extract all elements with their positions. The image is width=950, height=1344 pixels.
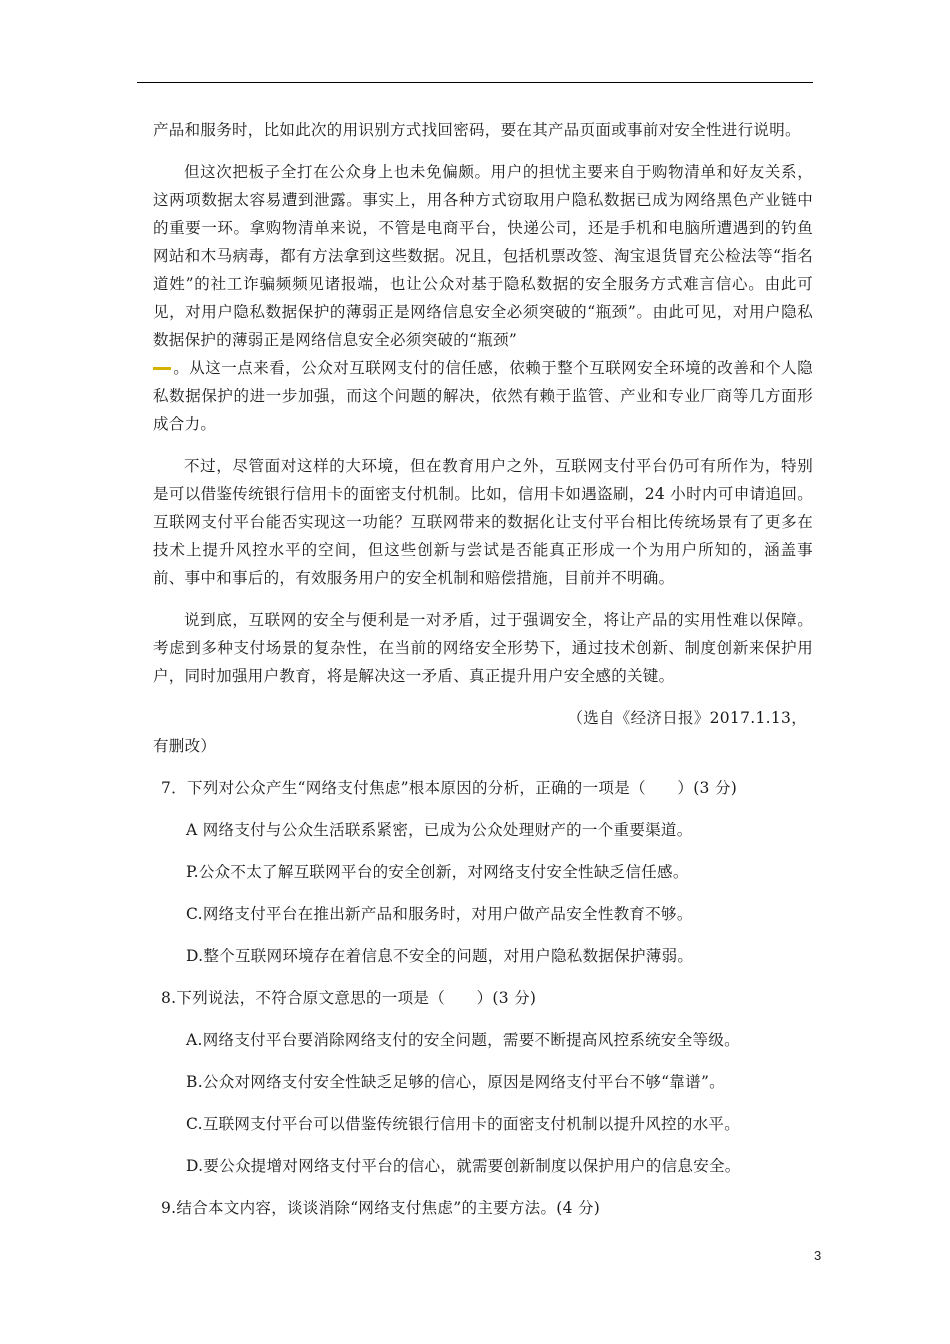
header-rule	[137, 82, 813, 83]
passage-paragraph-3: 不过，尽管面对这样的大环境，但在教育用户之外，互联网支付平台仍可有所作为，特别是可以借鉴传统银行信用卡的面密支付机制。比如，信用卡如遇盗刷，24 小时内可申请追回。互联网支付平台能否实现这一功能？互联网带来的数据化让支付平台相比传统场景有了更多在技术上提升风控水平的空间，但这些创新与尝试是否能真正形成一个为用户所知的，涵盖事前、事中和事后的，有效服务用户的安全机制和赔偿措施，目前并不明确。	[153, 457, 813, 587]
question-7-option-d: D.整个互联网环境存在着信息不安全的问题，对用户隐私数据保护薄弱。	[186, 947, 694, 965]
source-citation: （选自《经济日报》2017.1.13，	[567, 709, 807, 727]
highlight-mark	[153, 367, 171, 370]
question-8-option-a: A.网络支付平台要消除网络支付的安全问题，需要不断提高风控系统安全等级。	[186, 1031, 740, 1049]
question-8-option-c: C.互联网支付平台可以借鉴传统银行信用卡的面密支付机制以提升风控的水平。	[186, 1115, 741, 1133]
passage-paragraph-2-part-1: 但这次把板子全打在公众身上也未免偏颇。用户的担忧主要来自于购物清单和好友关系，这两项数据太容易遭到泄露。事实上，用各种方式窃取用户隐私数据已成为网络黑色产业链中的重要一环。拿购物清单来说，不管是电商平台，快递公司，还是手机和电脑所遭遇到的钓鱼网站和木马病毒，都有方法拿到这些数据。况且，包括机票改签、淘宝退货冒充公检法等“指名道姓”的社工诈骗频频见诸报端，也让公众对基于隐私数据的安全服务方式难言信心。由此可见，对用户隐私数据保护的薄弱正是网络信息安全必须突破的“瓶颈”。由此可见，对用户隐私数据保护的薄弱正是网络信息安全必须突破的“瓶颈”	[153, 163, 813, 349]
page-number: 3	[814, 1248, 822, 1263]
passage-paragraph-2-part-2: 。从这一点来看，公众对互联网支付的信任感，依赖于整个互联网安全环境的改善和个人隐私数据保护的进一步加强，而这个问题的解决，依然有赖于监管、产业和专业厂商等几方面形成合力。	[153, 359, 813, 433]
document-body	[153, 116, 813, 1236]
question-8: 8.下列说法，不符合原文意思的一项是（ ）(3 分)	[161, 989, 537, 1007]
question-7: 7．下列对公众产生“网络支付焦虑”根本原因的分析，正确的一项是（ ）(3 分)	[161, 779, 738, 797]
question-8-option-d: D.要公众提增对网络支付平台的信心，就需要创新制度以保护用户的信息安全。	[186, 1157, 741, 1175]
question-7-option-a: A 网络支付与公众生活联系紧密，已成为公众处理财产的一个重要渠道。	[186, 821, 693, 839]
passage-paragraph-1: 产品和服务时，比如此次的用识别方式找回密码，要在其产品页面或事前对安全性进行说明。	[153, 121, 801, 139]
question-7-option-c: C.网络支付平台在推出新产品和服务时，对用户做产品安全性教育不够。	[186, 905, 693, 923]
passage-paragraph-2	[153, 158, 813, 438]
source-citation-tail: 有删改）	[153, 737, 217, 755]
question-9: 9.结合本文内容，谈谈消除“网络支付焦虑”的主要方法。(4 分)	[161, 1199, 601, 1217]
passage-paragraph-4: 说到底，互联网的安全与便利是一对矛盾，过于强调安全，将让产品的实用性难以保障。考虑到多种支付场景的复杂性，在当前的网络安全形势下，通过技术创新、制度创新来保护用户，同时加强用户教育，将是解决这一矛盾、真正提升用户安全感的关键。	[153, 611, 813, 685]
question-7-option-b: P.公众不太了解互联网平台的安全创新，对网络支付安全性缺乏信任感。	[186, 863, 689, 881]
question-8-option-b: B.公众对网络支付安全性缺乏足够的信心，原因是网络支付平台不够“靠谱”。	[186, 1073, 725, 1091]
